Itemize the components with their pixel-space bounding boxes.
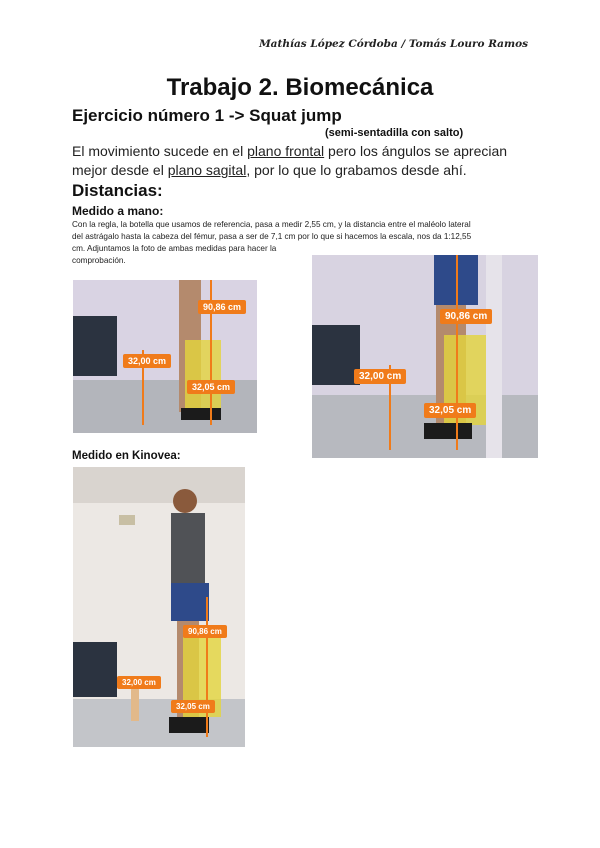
exercise-heading: Ejercicio número 1 -> Squat jump (72, 106, 342, 125)
photo-3-scene (73, 467, 245, 747)
photo-1-label-top: 90,86 cm (198, 300, 246, 314)
photo-3-label-top: 90,86 cm (183, 625, 227, 638)
measurement-photo-3 (73, 467, 245, 747)
photo-2-label-bottom: 32,05 cm (424, 403, 476, 418)
exercise-subtitle: (semi-sentadilla con salto) (325, 127, 464, 139)
page-title: Trabajo 2. Biomecánica (166, 74, 434, 101)
plano-frontal-text: plano frontal (247, 143, 325, 159)
distances-heading: Distancias: (72, 181, 163, 200)
photo-1-label-left: 32,00 cm (123, 354, 171, 368)
manual-heading: Medido a mano: (72, 204, 164, 218)
plano-sagital-text: plano sagital (167, 162, 247, 178)
photo-2-label-top: 90,86 cm (440, 309, 492, 324)
measurement-photo-1 (73, 280, 257, 433)
authors-header: Mathías López Córdoba / Tomás Louro Ramos (259, 38, 528, 50)
manual-description: Con la regla, la botella que usamos de referencia, pasa a medir 2,55 cm, y la distancia entre el maléolo lateral del astrágalo hasta la cabeza del fémur, pasa a ser de 7,1 cm por lo que si hacemos la escala, nos da 1:12,55 cm. Adjuntamos la foto de ambas medidas para hacer la comprobación. (72, 220, 472, 265)
photo-1-label-bottom: 32,05 cm (187, 380, 235, 394)
photo-3-label-bottom: 32,05 cm (171, 700, 215, 713)
kinovea-heading: Medido en Kinovea: (72, 450, 181, 462)
exercise-description: El movimiento sucede en el plano frontal pero los ángulos se aprecian mejor desde el plano sagital, por lo que lo grabamos desde ahí. (72, 143, 508, 178)
measurement-photo-2 (312, 255, 538, 458)
photo-2-scene (312, 255, 538, 458)
photo-3-label-left: 32,00 cm (117, 676, 161, 689)
photo-2-label-left: 32,00 cm (354, 369, 406, 384)
